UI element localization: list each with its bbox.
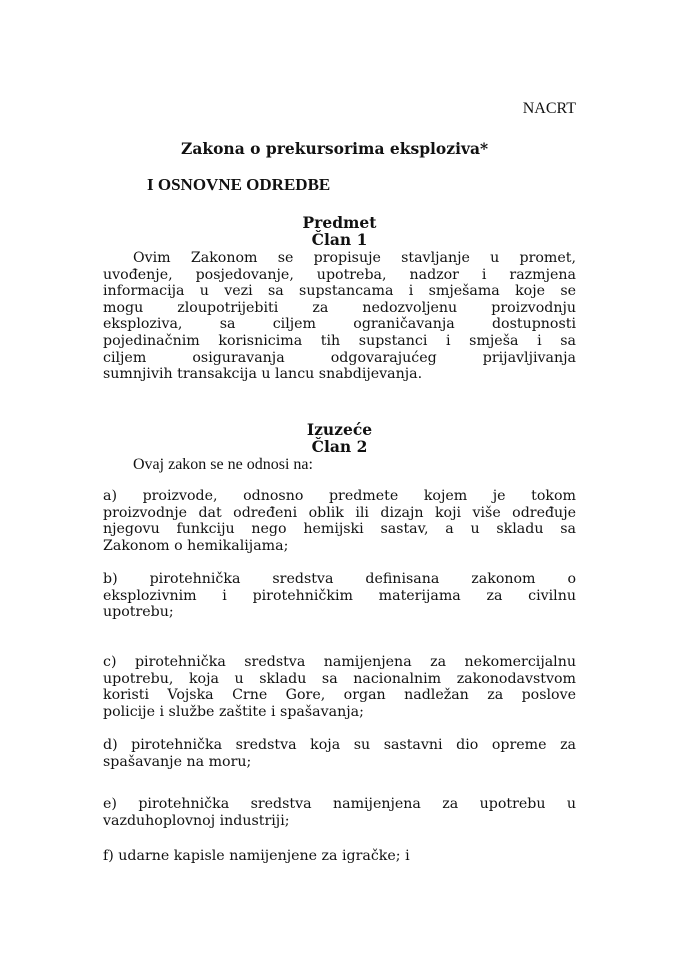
text-line: a) proizvode, odnosno predmete kojem je tokom bbox=[103, 488, 576, 504]
text-line: sumnjivih transakcija u lancu snabdijevanja. bbox=[103, 366, 423, 383]
article2-heading bbox=[0, 421, 679, 455]
section-heading: I OSNOVNE ODREDBE bbox=[147, 175, 331, 194]
text-line: upotrebu; bbox=[103, 604, 174, 621]
article2-intro: Ovaj zakon se ne odnosi na: bbox=[133, 456, 313, 473]
article1-number: Član 1 bbox=[311, 230, 368, 249]
text-line: eksplozivnim i pirotehničkim materijama za civilnu bbox=[103, 587, 576, 604]
document-title: Zakona o prekursorima eksploziva* bbox=[181, 139, 489, 158]
text-line: eksploziva, sa ciljem ograničavanja dostupnosti bbox=[103, 316, 576, 333]
text-line: informacija u vezi sa supstancama i smješama koje se bbox=[103, 283, 576, 300]
exemption-item bbox=[103, 488, 576, 554]
text-line: policije i službe zaštite i spašavanja; bbox=[103, 703, 364, 720]
text-line: d) pirotehnička sredstva koja su sastavni dio opreme za bbox=[103, 737, 576, 753]
text-line: uvođenje, posjedovanje, upotreba, nadzor i razmjena bbox=[103, 266, 576, 283]
text-line: njegovu funkciju nego hemijski sastav, a u skladu sa bbox=[103, 521, 576, 538]
text-line: spašavanje na moru; bbox=[103, 753, 252, 770]
article2-number: Član 2 bbox=[311, 437, 368, 456]
article1-heading bbox=[0, 214, 679, 248]
article1-title: Predmet bbox=[302, 213, 377, 232]
text-line: c) pirotehnička sredstva namijenjena za nekomercijalnu bbox=[103, 654, 576, 670]
text-line: Zakonom o hemikalijama; bbox=[103, 537, 289, 554]
text-line: Ovim Zakonom se propisuje stavljanje u promet, bbox=[133, 250, 576, 266]
text-line: vazduhoplovnoj industriji; bbox=[103, 812, 290, 829]
article1-paragraph bbox=[103, 250, 576, 383]
text-line: mogu zloupotrijebiti za nedozvoljenu proizvodnju bbox=[103, 299, 576, 316]
text-line: e) pirotehnička sredstva namijenjena za upotrebu u bbox=[103, 796, 576, 812]
text-line: f) udarne kapisle namijenjene za igračke; i bbox=[103, 848, 410, 864]
exemption-item bbox=[103, 571, 576, 621]
text-line: upotrebu, koja u skladu sa nacionalnim zakonodavstvom bbox=[103, 670, 576, 687]
text-line: ciljem osiguravanja odgovarajućeg prijavljivanja bbox=[103, 349, 576, 366]
exemption-item bbox=[103, 654, 576, 720]
exemption-item bbox=[103, 737, 576, 770]
exemption-item bbox=[103, 848, 576, 865]
article2-title: Izuzeće bbox=[306, 420, 373, 439]
text-line: pojedinačnim korisnicima tih supstanci i smješa i sa bbox=[103, 332, 576, 349]
text-line: proizvodnje dat određeni oblik ili dizajn koji više određuje bbox=[103, 504, 576, 521]
exemption-item bbox=[103, 796, 576, 829]
text-line: b) pirotehnička sredstva definisana zakonom o bbox=[103, 571, 576, 587]
text-line: koristi Vojska Crne Gore, organ nadležan za poslove bbox=[103, 687, 576, 704]
draft-label: NACRT bbox=[522, 100, 576, 117]
